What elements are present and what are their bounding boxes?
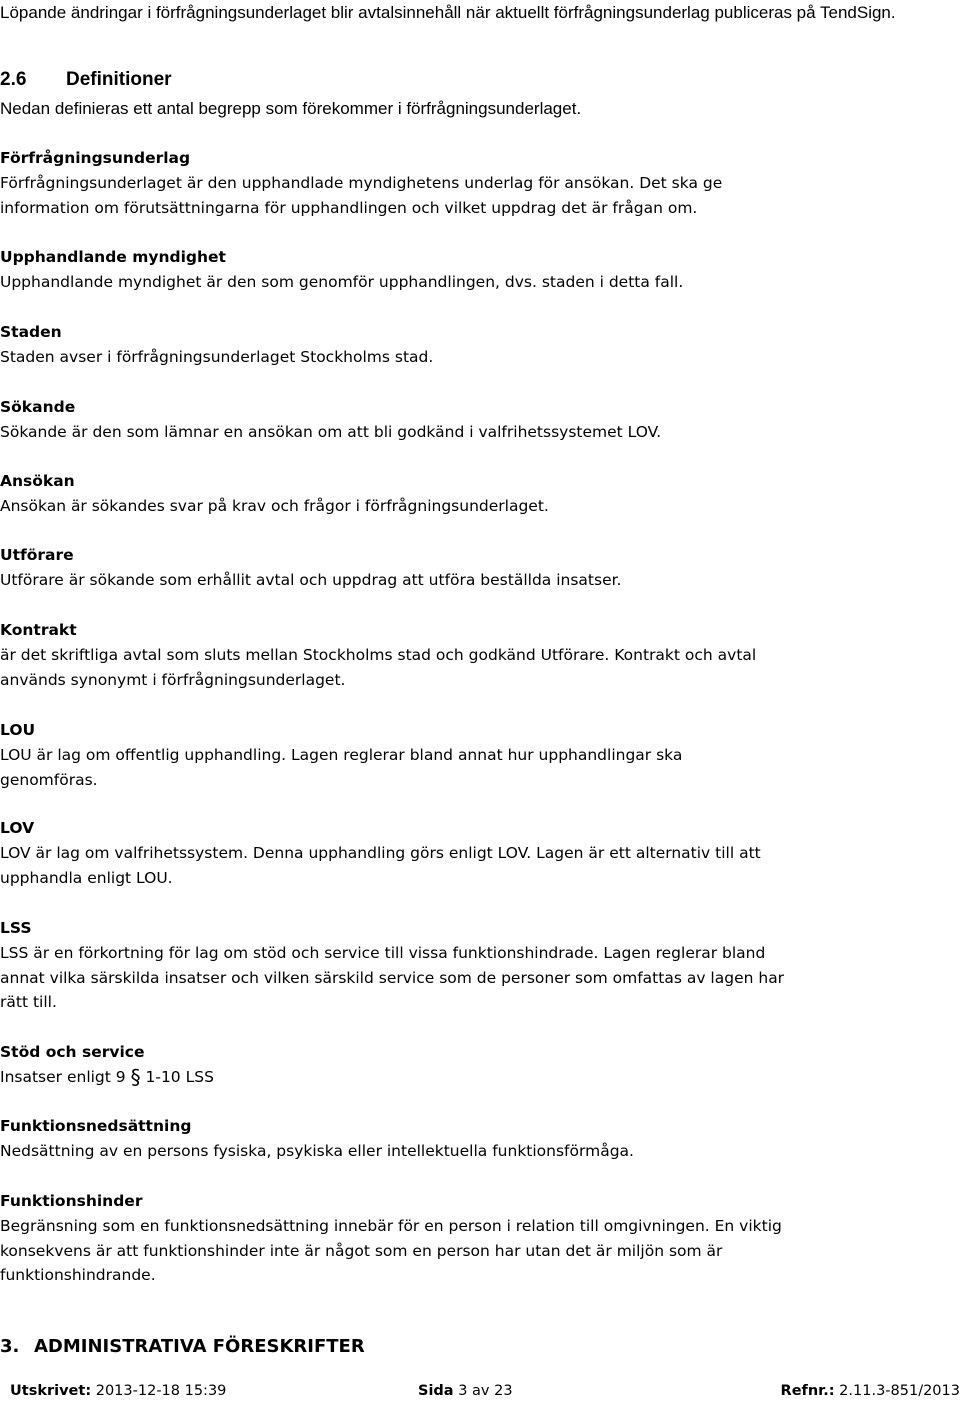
definition-text: är det skriftliga avtal som sluts mellan Stockholms stad och godkänd Utförare. Kontrakt och avtal används synonymt i förfrågningsunderlaget. [0, 645, 757, 689]
definition-term: Stöd och service [0, 1043, 145, 1061]
definition-item [0, 916, 930, 1015]
definition-item [0, 718, 930, 792]
definition-text: Upphandlande myndighet är den som genomför upphandlingen, dvs. staden i detta fall. [0, 272, 684, 291]
definition-item [0, 395, 930, 445]
definition-text: Förfrågningsunderlaget är den upphandlade myndighetens underlag för ansökan. Det ska ge information om förutsättningarna för upphandlingen och vilket uppdrag det är frågan om. [0, 173, 723, 217]
definition-text: LOV är lag om valfrihetssystem. Denna upphandling görs enligt LOV. Lagen är ett alternativ till att upphandla enligt LOU. [0, 843, 761, 887]
section-title: Definitioner [66, 69, 172, 90]
definition-item [0, 1040, 930, 1090]
section-number: 2.6 [0, 69, 27, 90]
chapter-title: ADMINISTRATIVA FÖRESKRIFTER [34, 1336, 365, 1357]
definition-text: Sökande är den som lämnar en ansökan om att bli godkänd i valfrihetssystemet LOV. [0, 422, 662, 441]
footer-ref-value: 2.11.3-851/2013 [834, 1383, 960, 1399]
definition-term: Förfrågningsunderlag [0, 149, 191, 167]
footer-page-of: av [472, 1383, 490, 1399]
footer-ref-label: Refnr.: [780, 1383, 835, 1399]
footer-reference [781, 1382, 960, 1401]
definition-item [0, 1114, 930, 1164]
footer-page-number [418, 1382, 513, 1401]
footer-page-current: 3 [458, 1383, 468, 1399]
footer-page-total: 23 [494, 1383, 513, 1399]
definition-term: Staden [0, 323, 62, 341]
footer-printed-label: Utskrivet: [10, 1383, 92, 1399]
definition-term: Upphandlande myndighet [0, 248, 226, 266]
intro-paragraph: Löpande ändringar i förfrågningsunderlaget blir avtalsinnehåll när aktuellt förfrågningsunderlag publiceras på TendSign. [0, 3, 896, 22]
definition-text: LSS är en förkortning för lag om stöd och service till vissa funktionshindrade. Lagen reglerar bland annat vilka särskilda insatser och vilken särskild service som de personer som omfattas av lagen har rätt till. [0, 943, 785, 1012]
section-sign-symbol: § [130, 1064, 141, 1089]
definition-text: Begränsning som en funktionsnedsättning innebär för en person i relation till omgivningen. En viktig konsekvens är att funktionshinder inte är något som en person har utan det är miljön som är funktionshindrande. [0, 1216, 782, 1285]
definition-text-after: 1-10 LSS [140, 1067, 214, 1086]
definition-text: LOU är lag om offentlig upphandling. Lagen reglerar bland annat hur upphandlingar ska genomföras. [0, 745, 683, 789]
footer-printed-date [10, 1382, 226, 1401]
chapter-heading [0, 1334, 365, 1360]
definition-item [0, 245, 930, 295]
definition-item [0, 1189, 930, 1288]
footer-page-label: Sida [418, 1383, 454, 1399]
chapter-number: 3. [0, 1336, 20, 1357]
definition-text: Nedsättning av en persons fysiska, psykiska eller intellektuella funktionsförmåga. [0, 1141, 634, 1160]
definition-term: Ansökan [0, 472, 75, 490]
definition-text: Staden avser i förfrågningsunderlaget Stockholms stad. [0, 347, 434, 366]
definition-item [0, 543, 930, 593]
definition-text [0, 1065, 930, 1090]
definition-item [0, 320, 930, 370]
definition-term: LOV [0, 819, 35, 837]
definition-item [0, 146, 930, 220]
definition-term: LSS [0, 919, 32, 937]
definition-item [0, 816, 930, 890]
definition-term: LOU [0, 721, 36, 739]
definition-item [0, 469, 930, 519]
definition-text: Utförare är sökande som erhållit avtal och uppdrag att utföra beställda insatser. [0, 570, 622, 589]
footer-printed-value: 2013-12-18 15:39 [91, 1383, 227, 1399]
definition-term: Utförare [0, 546, 74, 564]
definition-term: Funktionshinder [0, 1192, 143, 1210]
page-footer [0, 1382, 960, 1401]
definition-text: Ansökan är sökandes svar på krav och frågor i förfrågningsunderlaget. [0, 496, 549, 515]
definition-term: Funktionsnedsättning [0, 1117, 192, 1135]
section-heading [0, 67, 172, 93]
definition-text-before: Insatser enligt 9 [0, 1067, 131, 1086]
definition-item [0, 618, 930, 692]
section-intro: Nedan definieras ett antal begrepp som förekommer i förfrågningsunderlaget. [0, 99, 582, 118]
definition-term: Sökande [0, 398, 76, 416]
definition-term: Kontrakt [0, 621, 77, 639]
